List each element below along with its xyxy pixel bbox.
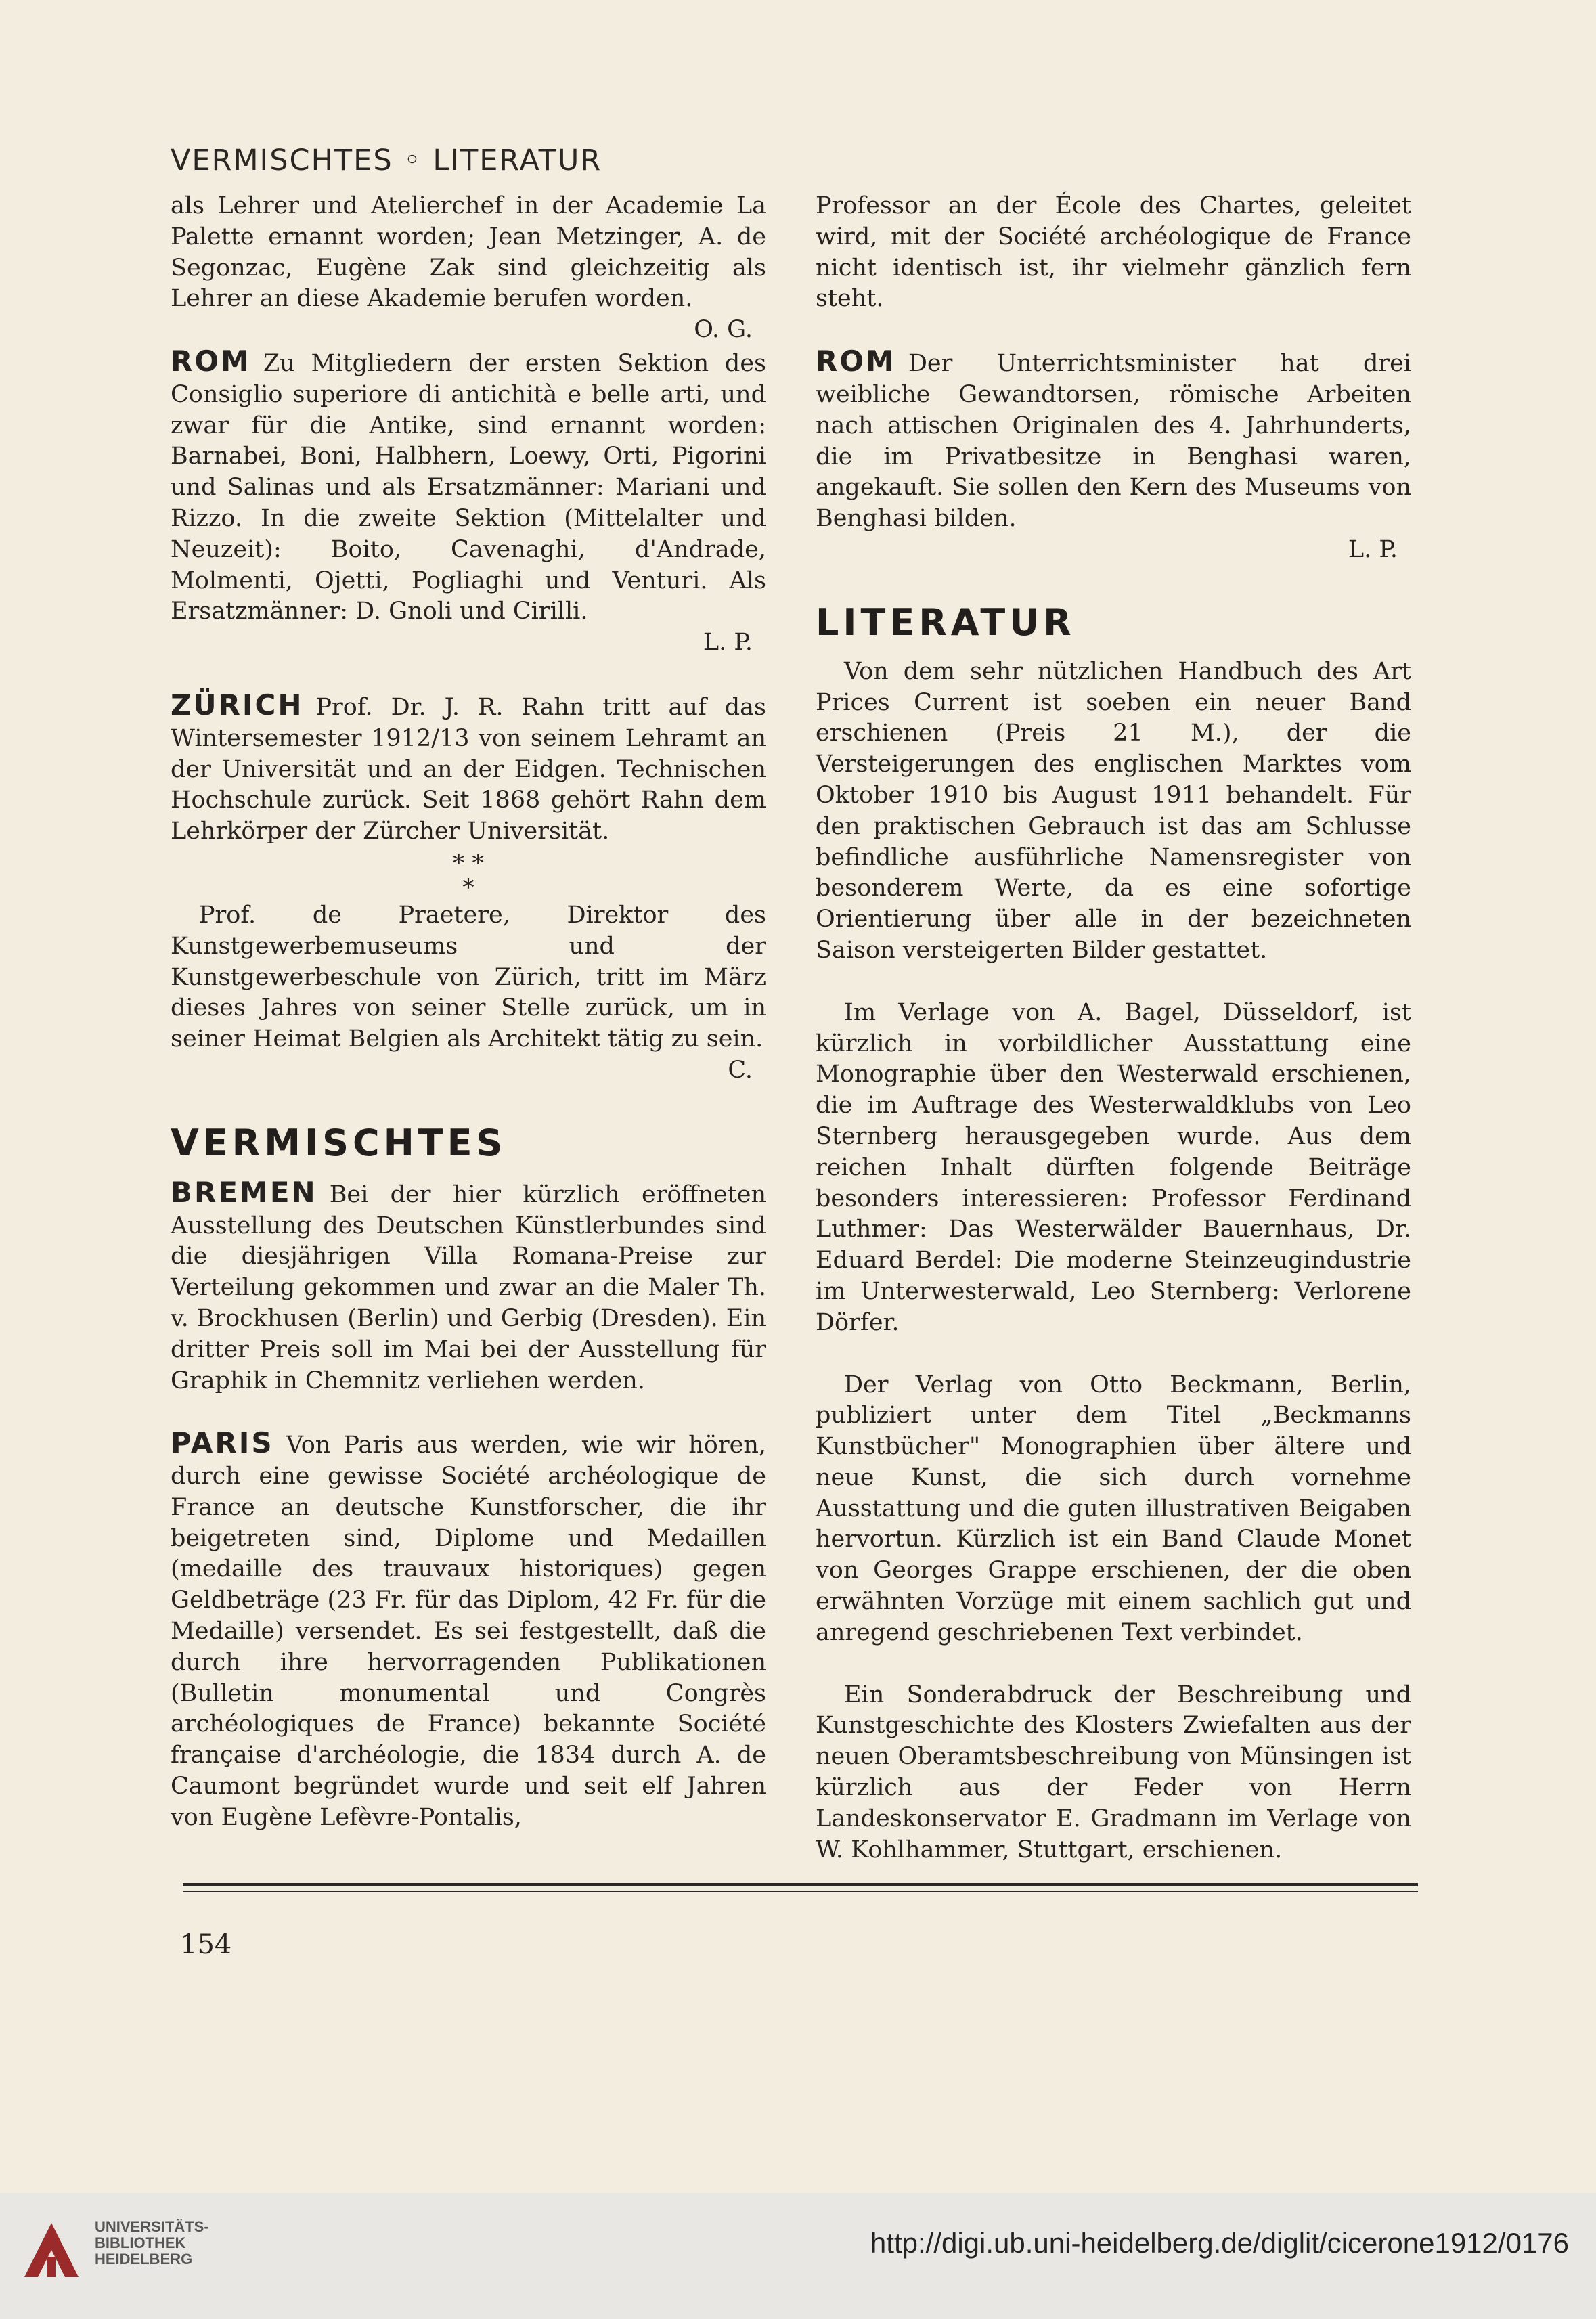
- signature-c: C.: [728, 1056, 753, 1084]
- paragraph-paris: [171, 1428, 766, 1833]
- paragraph-westerwald: Im Verlage von A. Bagel, Düsseldorf, ist kürzlich in vorbildlicher Ausstattung eine Monographie über den Westerwald erschienen, die im Auftrage des Westerwaldklubs von Leo Sternberg herausgegeben wurde. Aus dem reichen Inhalt dürften folgende Beiträge besonders interessieren: Professor Ferdinand Luthmer: Das Westerwälder Bauernhaus, Dr. Eduard Berdel: Die moderne Steinzeugindustrie im Unterwesterwald, Leo Sternberg: Verlorene Dörfer.: [816, 998, 1411, 1336]
- place-heading-bremen: BREMEN: [171, 1175, 317, 1209]
- bremen-text: Bei der hier kürzlich eröffneten Ausstellung des Deutschen Künstlerbundes sind die diesjährigen Villa Romana-Preise zur Verteilung gekommen und zwar an die Maler Th. v. Brockhusen (Berlin) und Gerbig (Dresden). Ein dritter Preis soll im Mai bei der Ausstellung für Graphik in Chemnitz verliehen werden.: [171, 1180, 766, 1394]
- place-heading-rom-right: ROM: [816, 345, 896, 378]
- place-heading-paris: PARIS: [171, 1426, 274, 1460]
- paris-text: Von Paris aus werden, wie wir hören, durch eine gewisse Société archéologique de France an deutsche Kunstforscher, die ihr beigetreten sind, Diplome und Medaillen (medaille des trauvaux historiques) gegen Geldbeträge (23 Fr. für das Diplom, 42 Fr. für die Medaille) versendet. Es sei festgestellt, daß die durch ihre hervorragenden Publikationen (Bulletin monumental und Congrès archéologiques de France) bekannte Société française d'archéologie, die 1834 durch A. de Caumont begründet wurde und seit elf Jahren von Eugène Lefèvre-Pontalis,: [171, 1432, 766, 1831]
- section-title-vermischtes: VERMISCHTES: [171, 1121, 507, 1164]
- paragraph-professor: Professor an der École des Chartes, geleitet wird, mit der Société archéologique de France nicht identisch ist, ihr vielmehr gänzlich fern steht.: [816, 192, 1411, 313]
- place-heading-rom: ROM: [171, 344, 251, 378]
- right-column: [816, 191, 1411, 1865]
- paragraph-zurich: [171, 690, 766, 847]
- place-heading-zurich: ZÜRICH: [171, 688, 304, 722]
- running-header: VERMISCHTES ◦ LITERATUR: [171, 143, 602, 177]
- asterism-top: * *: [452, 849, 485, 877]
- signature-lp: L. P.: [703, 629, 753, 657]
- left-column: [171, 191, 766, 1834]
- library-footer-bar: [0, 2193, 1596, 2319]
- rom-right-text: Der Unterrichtsminister hat drei weibliche Gewandtorsen, römische Arbeiten nach attischen Originalen des 4. Jahrhunderts, die im Privatbesitze in Benghasi waren, angekauft. Sie sollen den Kern des Museums von Benghasi bilden.: [816, 350, 1411, 533]
- library-name: [95, 2219, 209, 2268]
- zurich-text: Prof. Dr. J. R. Rahn tritt auf das Wintersemester 1912/13 von seinem Lehramt an der Universität und an der Eidgen. Technischen Hochschule zurück. Seit 1868 gehört Rahn dem Lehrkörper der Zürcher Universität.: [171, 693, 766, 845]
- paragraph-rom: [171, 346, 766, 627]
- signature-lp-right: L. P.: [1348, 535, 1398, 563]
- paragraph-art-prices: Von dem sehr nützlichen Handbuch des Art Prices Current ist soeben ein neuer Band erschienen (Preis 21 M.), der die Versteigerungen des englischen Marktes vom Oktober 1910 bis August 1911 behandelt. Für den praktischen Gebrauch ist das am Schlusse befindliche ausführliche Namensregister von besonderem Werte, da es eine sofortige Orientierung über alle in der bezeichneten Saison versteigerten Bilder gestattet.: [816, 657, 1411, 964]
- paragraph-zwiefalten: Ein Sonderabdruck der Beschreibung und Kunstgeschichte des Klosters Zwiefalten aus der neuen Oberamtsbeschreibung von Münsingen ist kürzlich aus der Feder von Herrn Landeskonservator E. Gradmann im Verlage von W. Kohlhammer, Stuttgart, erschienen.: [816, 1681, 1411, 1863]
- library-logo-icon: [18, 2216, 85, 2284]
- paragraph-beckmann: Der Verlag von Otto Beckmann, Berlin, publiziert unter dem Titel „Beckmanns Kunstbücher" Monographien über ältere und neue Kunst, die sich durch vornehme Ausstattung und die guten illustrativen Beigaben hervortun. Kürzlich ist ein Band Claude Monet von Georges Grappe erschienen, der die oben erwähnten Vorzüge mit einem sachlich gut und anregend geschriebenen Text verbindet.: [816, 1371, 1411, 1646]
- paragraph-praetere: Prof. de Praetere, Direktor des Kunstgewerbemuseums und der Kunstgewerbeschule von Zürich, tritt im März dieses Jahres von seiner Stelle zurück, um in seiner Heimat Belgien als Architekt tätig zu sein.: [171, 901, 766, 1053]
- asterism-bottom: *: [462, 874, 474, 902]
- signature-og: O. G.: [694, 316, 753, 344]
- paragraph-rom-right: [816, 346, 1411, 535]
- footer-rule-thin: [183, 1891, 1418, 1892]
- section-title-literatur: LITERATUR: [816, 600, 1076, 644]
- rom-text: Zu Mitgliedern der ersten Sektion des Consiglio superiore di antichità e belle arti, und zwar für die Antike, sind ernannt worden: Barnabei, Boni, Halbhern, Loewy, Orti, Pigorini und Salinas und als Ersatzmänner: Mariani und Rizzo. In die zweite Sektion (Mittelalter und Neuzeit): Boito, Cavenaghi, d'Andrade, Molmenti, Ojetti, Pogliaghi und Venturi. Als Ersatzmänner: D. Gnoli und Cirilli.: [171, 349, 766, 625]
- permalink-url[interactable]: http://digi.ub.uni-heidelberg.de/diglit/cicerone1912/0176: [870, 2227, 1569, 2259]
- paragraph-lehrer: als Lehrer und Atelierchef in der Academie La Palette ernannt worden; Jean Metzinger, A. de Segonzac, Eugène Zak sind gleichzeitig als Lehrer an diese Akademie berufen worden.: [171, 192, 766, 313]
- library-line-1: UNIVERSITÄTS-: [95, 2218, 209, 2235]
- library-line-3: HEIDELBERG: [95, 2251, 193, 2268]
- library-line-2: BIBLIOTHEK: [95, 2234, 186, 2251]
- footer-rule-thick: [183, 1883, 1418, 1886]
- paragraph-bremen: [171, 1177, 766, 1397]
- page-number: 154: [180, 1929, 232, 1960]
